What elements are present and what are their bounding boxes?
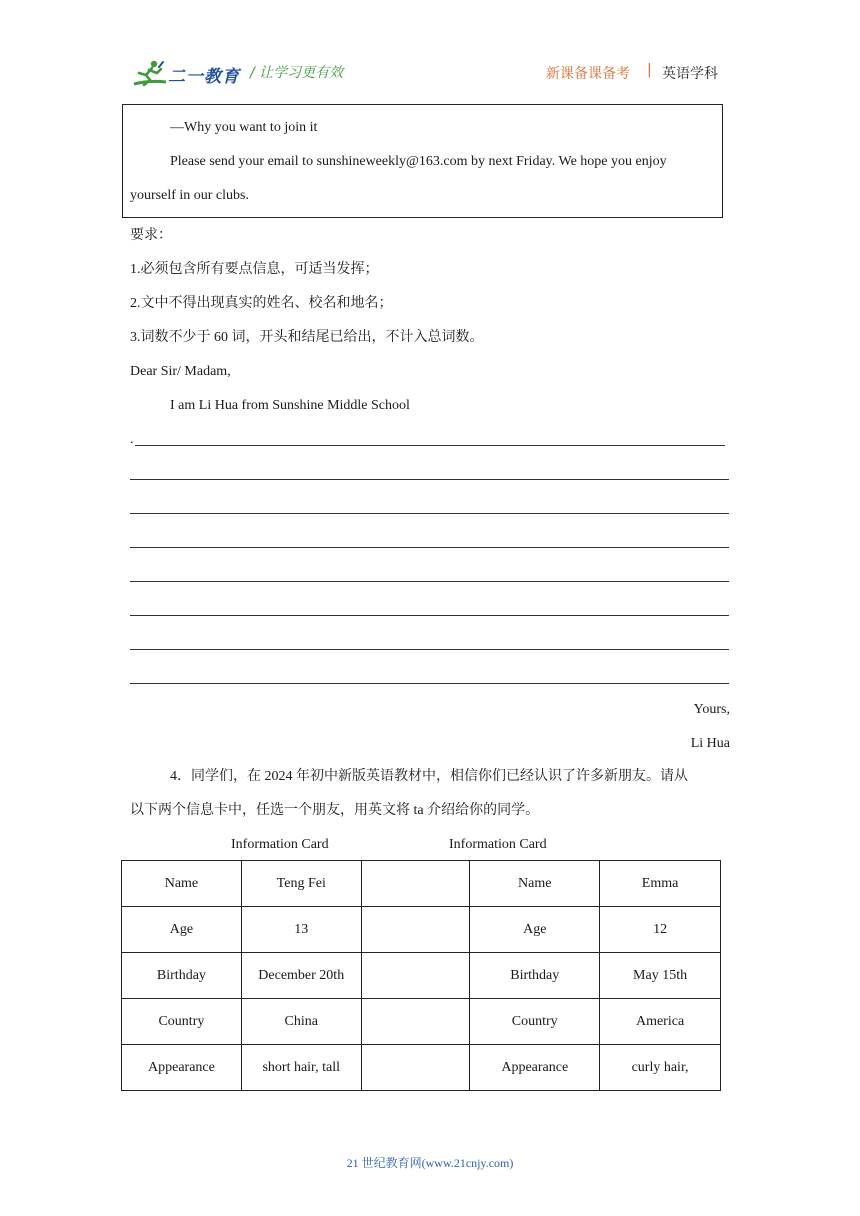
- card-spacer-cell: [361, 1045, 470, 1091]
- letter-opening: I am Li Hua from Sunshine Middle School: [170, 398, 410, 413]
- card-label: Age: [470, 907, 600, 953]
- card-caption-left: Information Card: [231, 837, 329, 852]
- card-label: Birthday: [122, 953, 242, 999]
- card-value: America: [600, 999, 721, 1045]
- card-spacer-cell: [361, 861, 470, 907]
- writing-line[interactable]: [130, 683, 729, 684]
- notice-line-3: yourself in our clubs.: [130, 188, 249, 203]
- card-spacer-cell: [361, 953, 470, 999]
- header-subject: 英语学科: [662, 66, 718, 82]
- card-value: China: [241, 999, 361, 1045]
- writing-line[interactable]: [130, 615, 729, 616]
- letter-signature: Li Hua: [690, 736, 730, 751]
- notice-line-2: Please send your email to sunshineweekly@163.com by next Friday. We hope you enjoy: [170, 154, 667, 169]
- question-4-line-1: 4．同学们，在 2024 年初中新版英语教材中，相信你们已经认识了许多新朋友。请从: [170, 769, 688, 784]
- letter-salutation: Dear Sir/ Madam,: [130, 364, 231, 379]
- card-value: Emma: [600, 861, 721, 907]
- information-card-table: [121, 860, 721, 1091]
- card-value: 13: [241, 907, 361, 953]
- table-row: [122, 1045, 721, 1091]
- header-separator: |: [647, 62, 652, 78]
- table-row: [122, 907, 721, 953]
- question-4-line-2: 以下两个信息卡中，任选一个朋友，用英文将 ta 介绍给你的同学。: [130, 803, 540, 818]
- table-row: [122, 953, 721, 999]
- writing-line[interactable]: [130, 649, 729, 650]
- card-spacer-cell: [361, 999, 470, 1045]
- table-row: [122, 861, 721, 907]
- card-value: short hair, tall: [241, 1045, 361, 1091]
- writing-line[interactable]: [130, 581, 729, 582]
- writing-line[interactable]: [130, 479, 729, 480]
- writing-line[interactable]: [130, 547, 729, 548]
- first-blank-prefix: .: [130, 432, 134, 447]
- header-slogan: / 让学习更有效: [250, 65, 344, 81]
- requirement-item-3: 3.词数不少于 60 词，开头和结尾已给出，不计入总词数。: [130, 330, 484, 345]
- card-label: Appearance: [122, 1045, 242, 1091]
- card-label: Country: [122, 999, 242, 1045]
- card-label: Age: [122, 907, 242, 953]
- card-value: Teng Fei: [241, 861, 361, 907]
- notice-line-1: —Why you want to join it: [170, 120, 318, 135]
- letter-closing: Yours,: [693, 702, 730, 717]
- card-value: curly hair,: [600, 1045, 721, 1091]
- card-value: May 15th: [600, 953, 721, 999]
- card-value: December 20th: [241, 953, 361, 999]
- card-label: Appearance: [470, 1045, 600, 1091]
- card-caption-right: Information Card: [449, 837, 547, 852]
- requirement-item-2: 2.文中不得出现真实的姓名、校名和地名；: [130, 296, 393, 311]
- requirements-heading: 要求：: [130, 228, 172, 243]
- card-spacer-cell: [361, 907, 470, 953]
- header-right-title: 新课备课备考: [546, 66, 630, 82]
- card-label: Name: [470, 861, 600, 907]
- card-value: 12: [600, 907, 721, 953]
- writing-line[interactable]: [130, 513, 729, 514]
- requirement-item-1: 1.必须包含所有要点信息，可适当发挥；: [130, 262, 379, 277]
- table-row: [122, 999, 721, 1045]
- logo-text: 二一教育: [168, 67, 240, 87]
- card-label: Birthday: [470, 953, 600, 999]
- card-label: Country: [470, 999, 600, 1045]
- card-label: Name: [122, 861, 242, 907]
- footer-link[interactable]: 21 世纪教育网(www.21cnjy.com): [346, 1156, 514, 1170]
- writing-line[interactable]: [135, 445, 725, 446]
